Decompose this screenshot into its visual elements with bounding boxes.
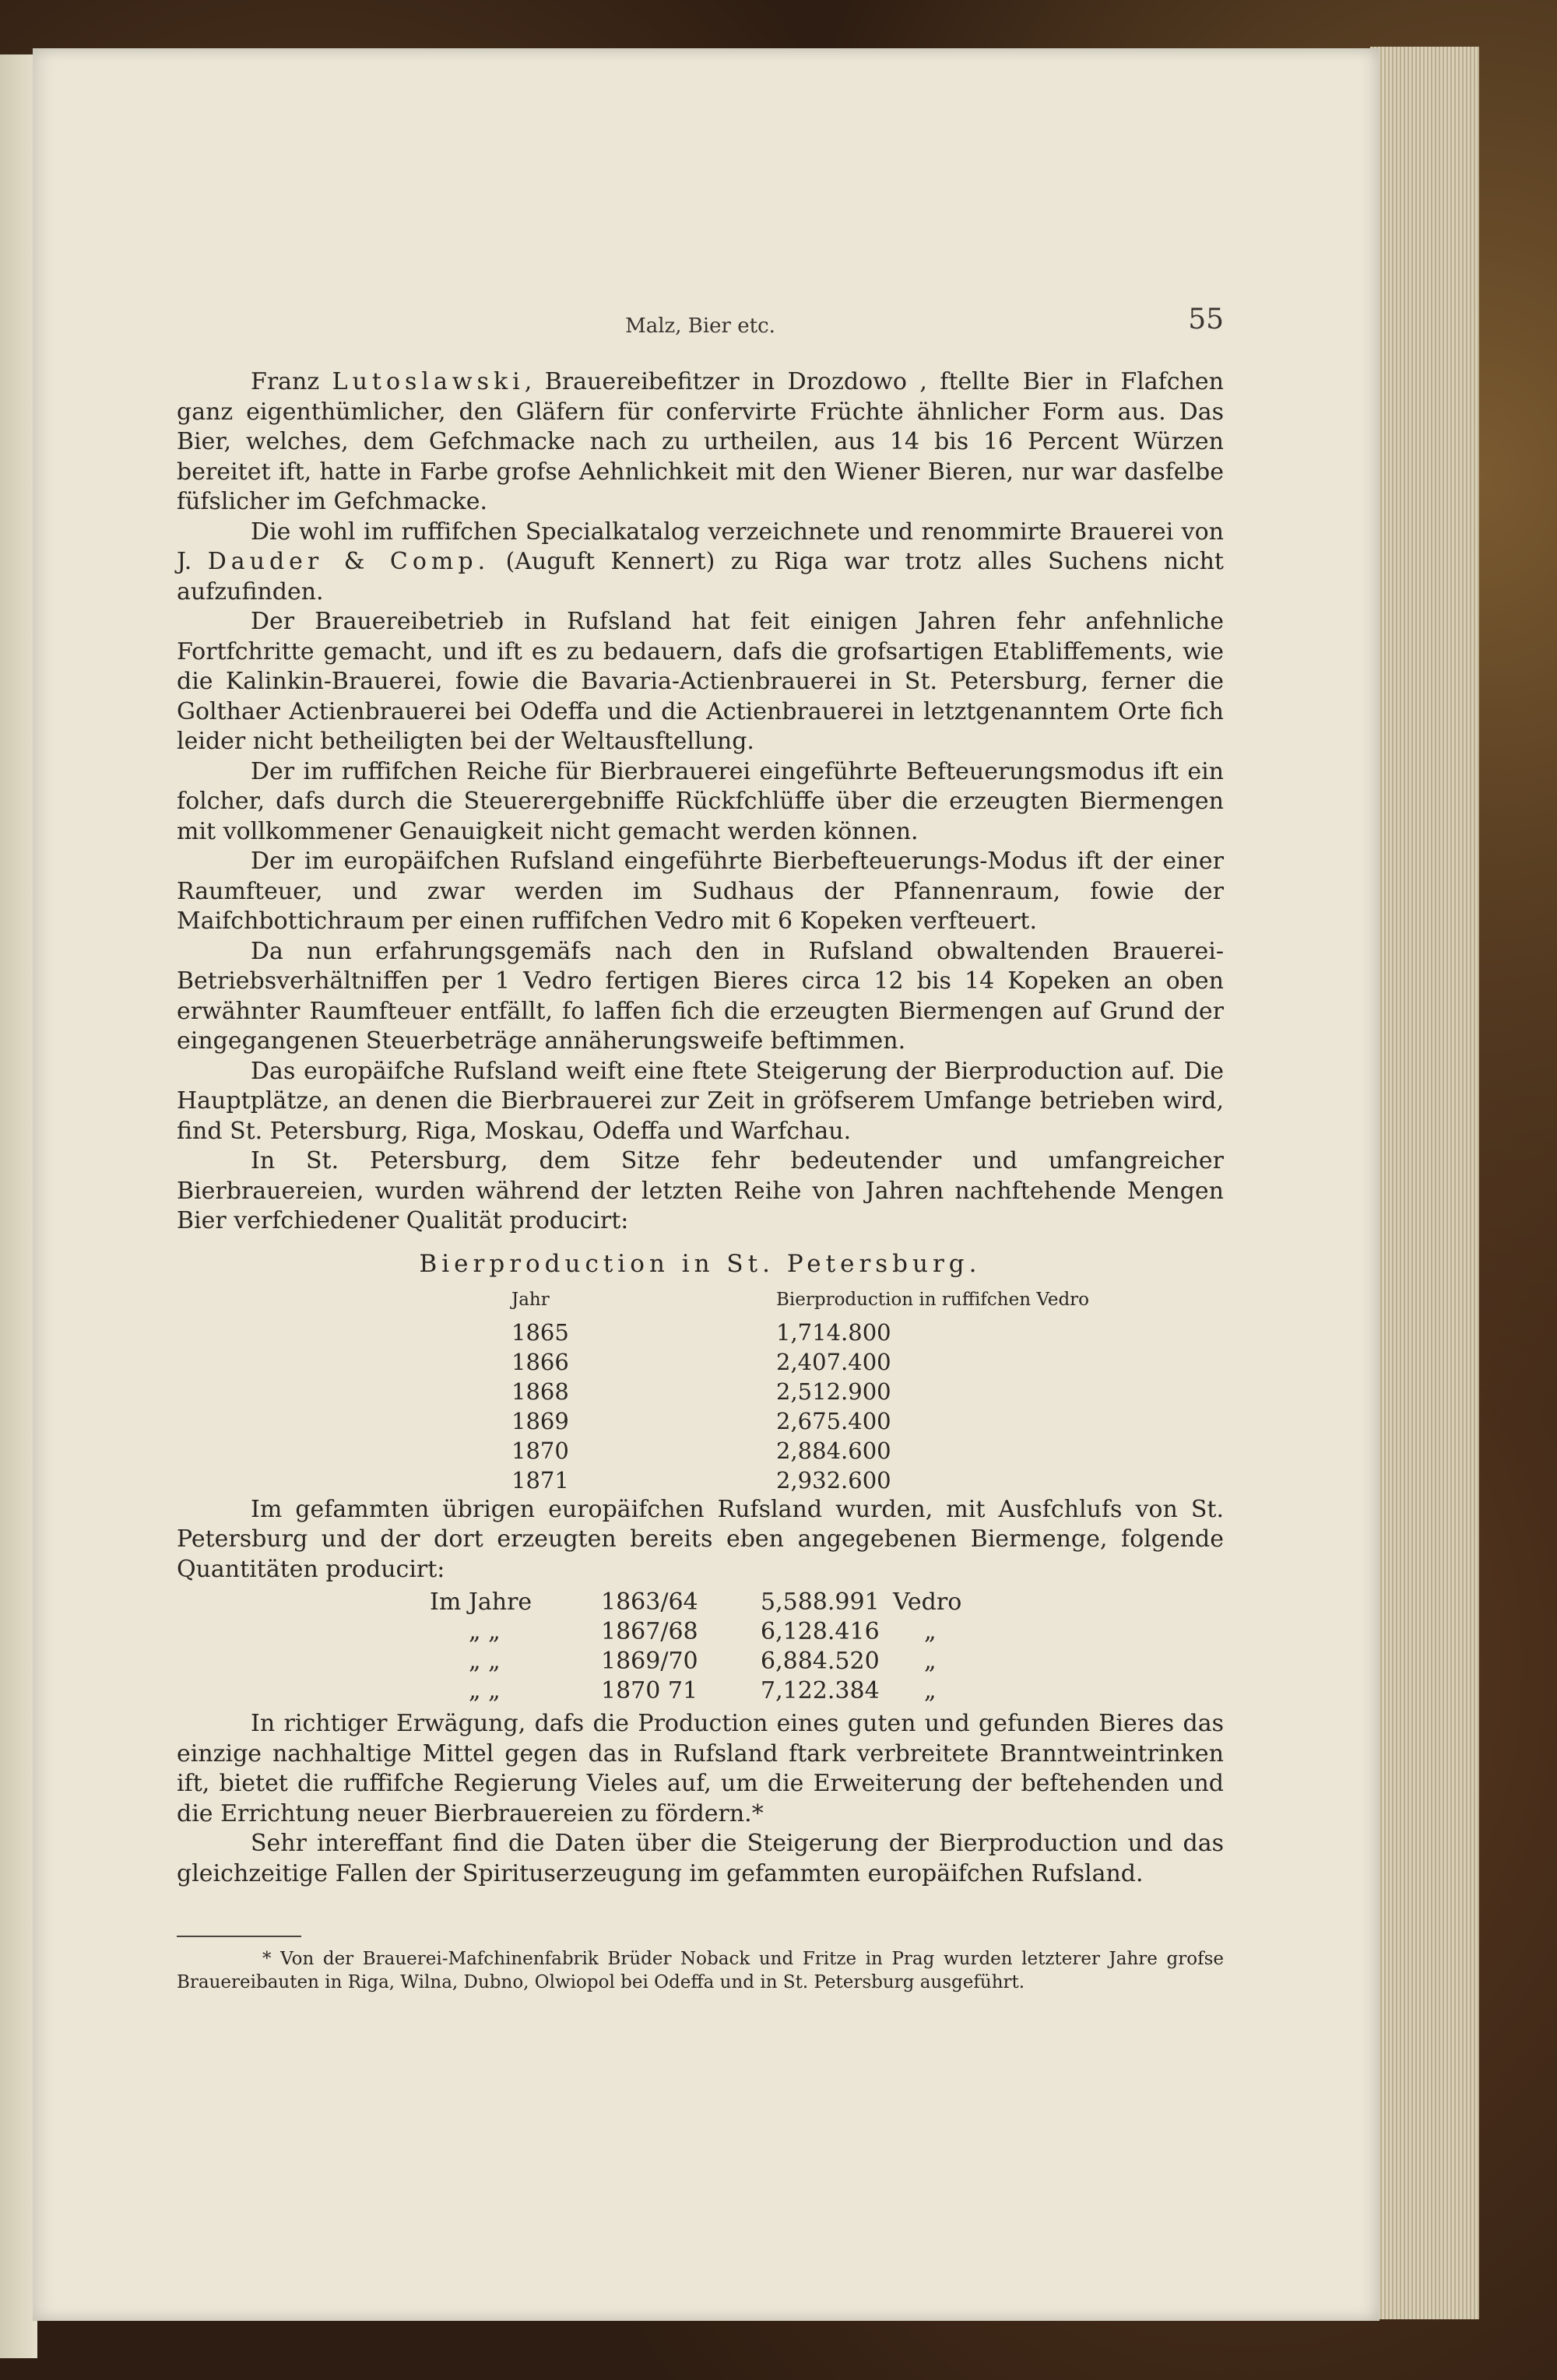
label-cell: „ „ bbox=[469, 1618, 501, 1645]
footnote-rule bbox=[177, 1936, 301, 1937]
unit-cell: „ bbox=[924, 1677, 937, 1704]
year-cell: 1865 bbox=[511, 1318, 569, 1346]
value-cell: 5,588.991 bbox=[761, 1588, 880, 1616]
quantities-table bbox=[430, 1588, 961, 1706]
paragraph: Im gefammten übrigen europäifchen Rufsland wurden, mit Ausfchlufs von St. Petersburg und der dort erzeugten bereits eben angegebenen Biermenge, folgende Quantitäten producirt: bbox=[177, 1495, 1224, 1583]
running-head bbox=[177, 305, 1224, 336]
paragraph: In richtiger Erwägung, dafs die Production eines guten und gefunden Bieres das einzige nachhaltige Mittel gegen das in Rufsland ftark verbreitete Branntweintrinken ift, bietet die ruffifche Regierung Vieles auf, um die Erweiterung der beftehenden und die Errichtung neuer Bierbrauereien zu fördern.* bbox=[177, 1710, 1224, 1827]
table-row bbox=[511, 1347, 1089, 1377]
unit-cell: Vedro bbox=[893, 1588, 962, 1616]
year-cell: 1867/68 bbox=[601, 1618, 698, 1645]
spaced-name: Lutoslawski bbox=[332, 368, 525, 395]
text-run: Franz bbox=[251, 368, 332, 395]
table-header-row bbox=[511, 1285, 1089, 1318]
value-cell: 2,512.900 bbox=[776, 1378, 891, 1405]
year-cell: 1870 bbox=[511, 1437, 569, 1464]
value-cell: 1,714.800 bbox=[776, 1318, 891, 1346]
table-row bbox=[511, 1406, 1089, 1436]
left-page-edge bbox=[0, 54, 37, 2358]
value-cell: 2,675.400 bbox=[776, 1407, 891, 1434]
year-cell: 1870 71 bbox=[601, 1677, 698, 1704]
column-header-year: Jahr bbox=[511, 1289, 550, 1310]
label-cell: Im Jahre bbox=[430, 1588, 532, 1616]
footnote: * Von der Brauerei-Mafchinenfabrik Brüder Noback und Fritze in Prag wurden letzterer Jahre grofse Brauereibauten in Riga, Wilna, Dubno, Olwiopol bei Odeffa und in St. Petersburg ausgeführt. bbox=[177, 1949, 1224, 1992]
table-row bbox=[511, 1318, 1089, 1347]
text-run: (Auguft Kennert) zu Riga war trotz alles Suchens nicht aufzufinden. bbox=[177, 548, 1224, 606]
table-row bbox=[511, 1377, 1089, 1406]
year-cell: 1871 bbox=[511, 1466, 569, 1494]
table-row bbox=[430, 1647, 961, 1676]
year-cell: 1866 bbox=[511, 1348, 569, 1375]
body-text bbox=[177, 367, 1224, 1889]
value-cell: 7,122.384 bbox=[761, 1677, 880, 1704]
unit-cell: „ bbox=[924, 1618, 937, 1645]
spaced-name: Dauder & Comp. bbox=[207, 548, 490, 575]
table-title: Bierproduction in St. Petersburg. bbox=[419, 1249, 982, 1278]
value-cell: 2,884.600 bbox=[776, 1437, 891, 1464]
table-row bbox=[430, 1617, 961, 1647]
table-row bbox=[511, 1466, 1089, 1495]
table-row bbox=[511, 1436, 1089, 1466]
paragraph bbox=[177, 367, 1224, 518]
value-cell: 2,932.600 bbox=[776, 1466, 891, 1494]
book-page bbox=[33, 48, 1380, 2321]
paragraph: Sehr intereffant find die Daten über die Steigerung der Bierproduction und das gleichzeitige Fallen der Spirituserzeugung im gefammten europäifchen Rufsland. bbox=[177, 1830, 1224, 1887]
text-run: Die wohl im ruffifchen Specialkatalog verzeichnete und renommirte Brauerei von J. bbox=[177, 518, 1224, 575]
value-cell: 6,128.416 bbox=[761, 1618, 880, 1645]
paragraph: Der Brauereibetrieb in Rufsland hat feit einigen Jahren fehr anfehnliche Fortfchritte gemacht, und ift es zu bedauern, dafs die grofsartigen Etabliffements, wie die Kalinkin-Brauerei, fowie die Bavaria-Actienbrauerei in St. Petersburg, ferner die Golthaer Actienbrauerei bei Odeffa und die Actienbrauerei in letztgenanntem Orte fich leider nicht betheiligten bei der Weltausftellung. bbox=[177, 608, 1224, 755]
paragraph: Da nun erfahrungsgemäfs nach den in Rufsland obwaltenden Brauerei-Betriebsverhältniffen per 1 Vedro fertigen Bieres circa 12 bis 14 Kopeken an oben erwähnter Raumfteuer entfällt, fo laffen fich die erzeugten Biermengen auf Grund der eingegangenen Steuerbeträge annäherungsweife beftimmen. bbox=[177, 937, 1224, 1055]
paragraph bbox=[177, 518, 1224, 608]
value-cell: 2,407.400 bbox=[776, 1348, 891, 1375]
paragraph: Das europäifche Rufsland weift eine ftete Steigerung der Bierproduction auf. Die Hauptplätze, an denen die Bierbrauerei zur Zeit in gröfserem Umfange betrieben wird, find St. Petersburg, Riga, Moskau, Odeffa und Warfchau. bbox=[177, 1057, 1224, 1145]
paragraph: In St. Petersburg, dem Sitze fehr bedeutender und umfangreicher Bierbrauereien, wurden während der letzten Reihe von Jahren nachftehende Mengen Bier verfchiedener Qualität producirt: bbox=[177, 1147, 1224, 1234]
year-cell: 1868 bbox=[511, 1378, 569, 1405]
column-header-value: Bierproduction in ruffifchen Vedro bbox=[776, 1289, 1090, 1310]
table-row bbox=[430, 1588, 961, 1617]
year-cell: 1869/70 bbox=[601, 1648, 698, 1675]
unit-cell: „ bbox=[924, 1648, 937, 1675]
paragraph: Der im ruffifchen Reiche für Bierbrauerei eingeführte Befteuerungsmodus ift ein folcher, dafs durch die Steuerergebniffe Rückfchlüffe über die erzeugten Biermengen mit vollkommener Genauigkeit nicht gemacht werden können. bbox=[177, 757, 1224, 845]
table-row bbox=[430, 1676, 961, 1706]
text-run: , Brauereibefitzer in Drozdowo , ftellte Bier in Flafchen ganz eigenthümlicher, den Gläfern für confervirte Früchte ähnlicher Form aus. Das Bier, welches, dem Gefchmacke nach zu urtheilen, aus 14 bis 16 Percent Würzen bereitet ift, hatte in Farbe grofse Aehnlichkeit mit den Wiener Bieren, nur war dasfelbe füfslicher im Gefchmacke. bbox=[177, 368, 1224, 515]
year-cell: 1869 bbox=[511, 1407, 569, 1434]
paragraph: Der im europäifchen Rufsland eingeführte Bierbefteuerungs-Modus ift der einer Raumfteuer, und zwar werden im Sudhaus der Pfannenraum, fowie der Maifchbottichraum per einen ruffifchen Vedro mit 6 Kopeken verfteuert. bbox=[177, 848, 1224, 935]
label-cell: „ „ bbox=[469, 1648, 501, 1675]
production-table bbox=[511, 1285, 1089, 1495]
year-cell: 1863/64 bbox=[601, 1588, 698, 1616]
value-cell: 6,884.520 bbox=[761, 1648, 880, 1675]
page-number: 55 bbox=[1188, 304, 1224, 335]
label-cell: „ „ bbox=[469, 1677, 501, 1704]
header-title: Malz, Bier etc. bbox=[625, 314, 775, 338]
page-stack-edge bbox=[1370, 47, 1479, 2319]
